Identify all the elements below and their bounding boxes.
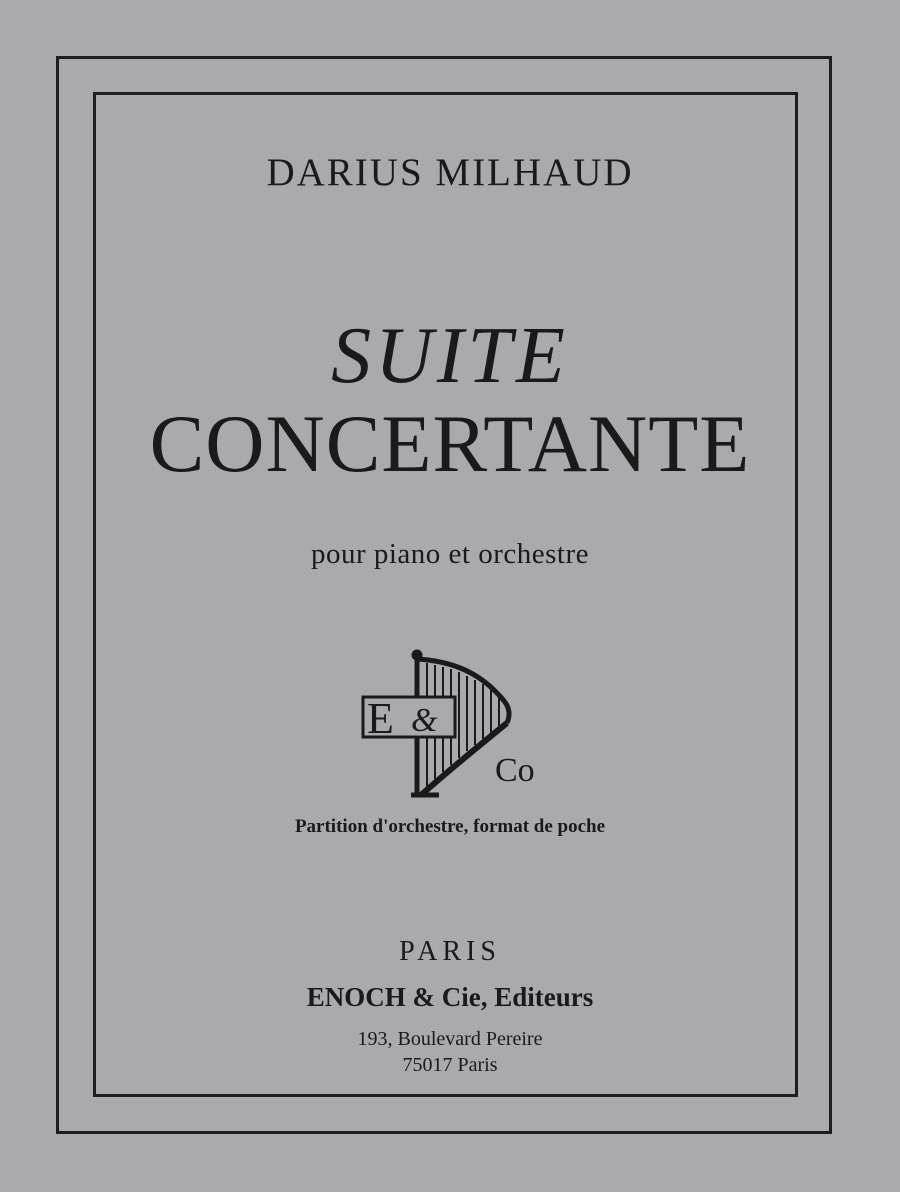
publisher-city: PARIS	[399, 936, 501, 967]
publisher-logo	[355, 645, 545, 805]
logo-ampersand: &	[411, 702, 438, 739]
composer-name: DARIUS MILHAUD	[266, 151, 634, 194]
publisher-name: ENOCH & Cie, Editeurs	[306, 982, 594, 1012]
logo-letters-co: Co	[495, 752, 535, 789]
title-line-1: SUITE	[331, 312, 569, 400]
publisher-address-street: 193, Boulevard Pereire	[357, 1028, 543, 1050]
publisher-address-city: 75017 Paris	[402, 1054, 498, 1076]
edition-format: Partition d'orchestre, format de poche	[294, 816, 606, 837]
logo-letter-e: E	[367, 694, 394, 743]
title-line-2: CONCERTANTE	[149, 398, 751, 489]
subtitle: pour piano et orchestre	[310, 538, 590, 570]
